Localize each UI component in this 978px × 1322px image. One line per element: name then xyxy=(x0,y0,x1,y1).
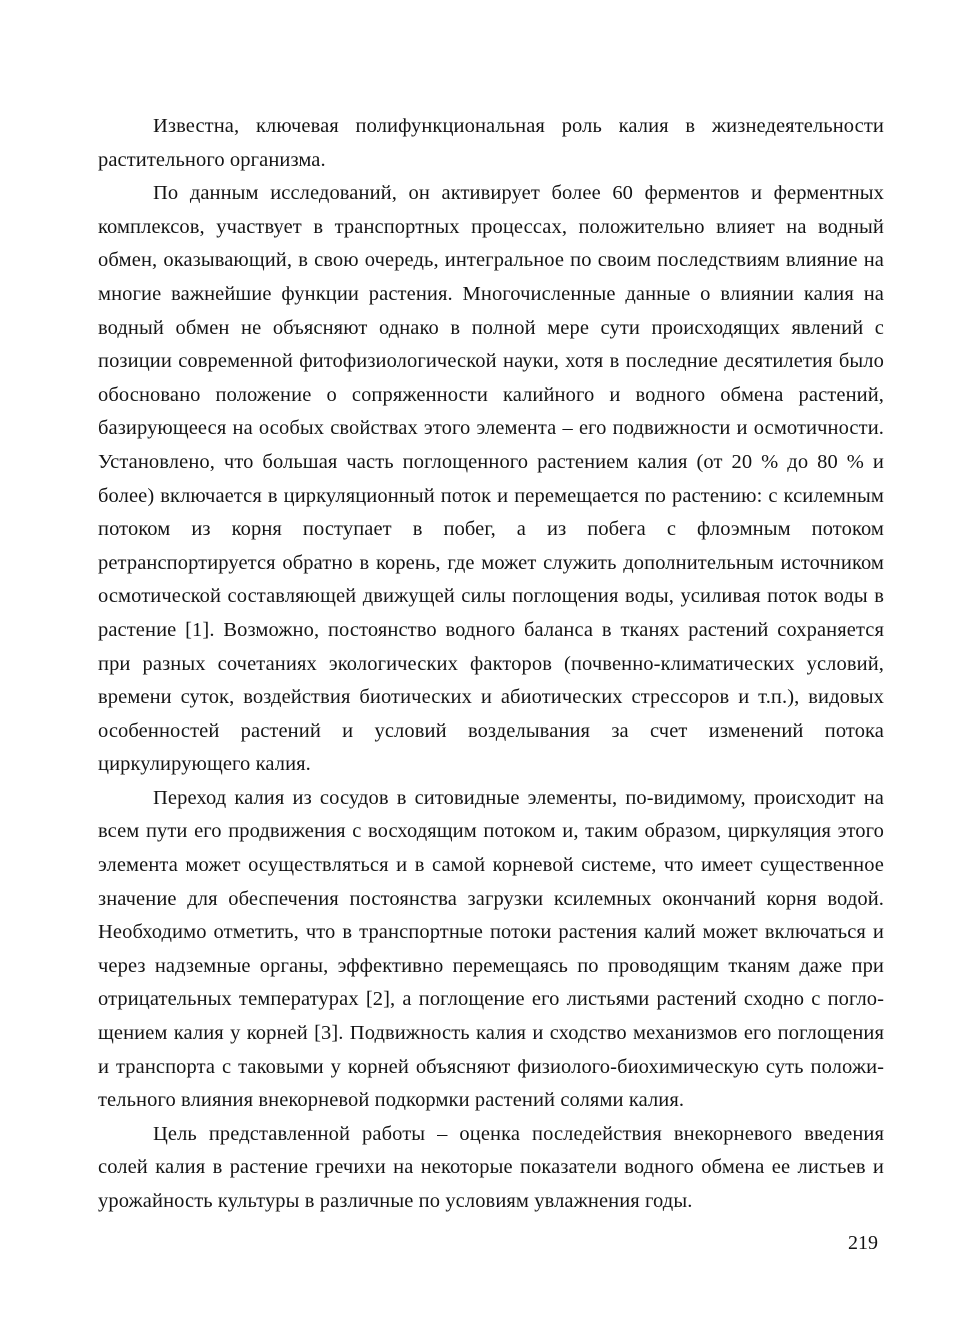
paragraph-intro: Известна, ключевая полифункциональная роль калия в жизнедеятельности растительного организма. xyxy=(98,115,884,171)
paragraph-potassium-transport: Переход калия из сосудов в ситовидные элементы, по-видимому, происходит на всем пути его продвижения с восходящим потоком и, таким образом, циркуляция этого элемента может осуществляться и в самой корневой системе, что имеет существенное значение для обеспечения постоянства загрузки ксилемных окончаний корня водой. Необходимо отметить, что в транспортные потоки растения калий может включаться и через надземные органы, эффективно перемещаясь по проводящим тканям даже при отрицательных температурах [2], а поглощение его листьями растений сходно с поглощением калия у корней [3]. Подвижность калия и сходство механизмов его поглощения и транспорта с таковыми у корней объясняют физиолого-биохимическую суть положительного влияния внекорневой подкормки растений солями калия. xyxy=(98,786,884,1112)
paragraph-study-goal: Цель представленной работы – оценка последействия внекорневого введения солей калия в растение гречихи на некоторые показатели водного обмена ее листьев и урожайность культуры в различные по условиям увлажнения годы. xyxy=(98,1122,884,1212)
body-text xyxy=(98,110,884,1219)
paragraph-research-data: По данным исследований, он активирует более 60 ферментов и ферментных комплексов, участвует в транспортных процессах, положительно влияет на водный обмен, оказывающий, в свою очередь, интегральное по своим последствиям влияние на многие важнейшие функции растения. Многочисленные данные о влиянии калия на водный обмен не объясняют однако в полной мере сути происходящих явлений с позиции современной фитофизиологической науки, хотя в последние десятилетия было обосновано положение о сопряженности калийного и водного обмена растений, базирующееся на особых свойствах этого элемента – его подвижности и осмотичности. Установлено, что большая часть поглощенного растением калия (от 20 % до 80 % и более) включается в циркуляционный поток и перемещается по растению: с ксилемным потоком из корня поступает в побег, а из побега с флоэмным потоком ретранспортируется обратно в корень, где может служить дополнительным источником осмотической составляющей движущей силы поглощения воды, усиливая поток воды в растение [1]. Возможно, постоянство водного баланса в тканях растений сохраняется при разных сочетаниях экологических факторов (почвенно-климатических условий, времени суток, воздействия биотических и абиотических стрессоров и т.п.), видовых особенностей растений и условий возделывания за счет изменений потока циркулирующего калия. xyxy=(98,182,884,776)
page-number: 219 xyxy=(848,1232,878,1254)
